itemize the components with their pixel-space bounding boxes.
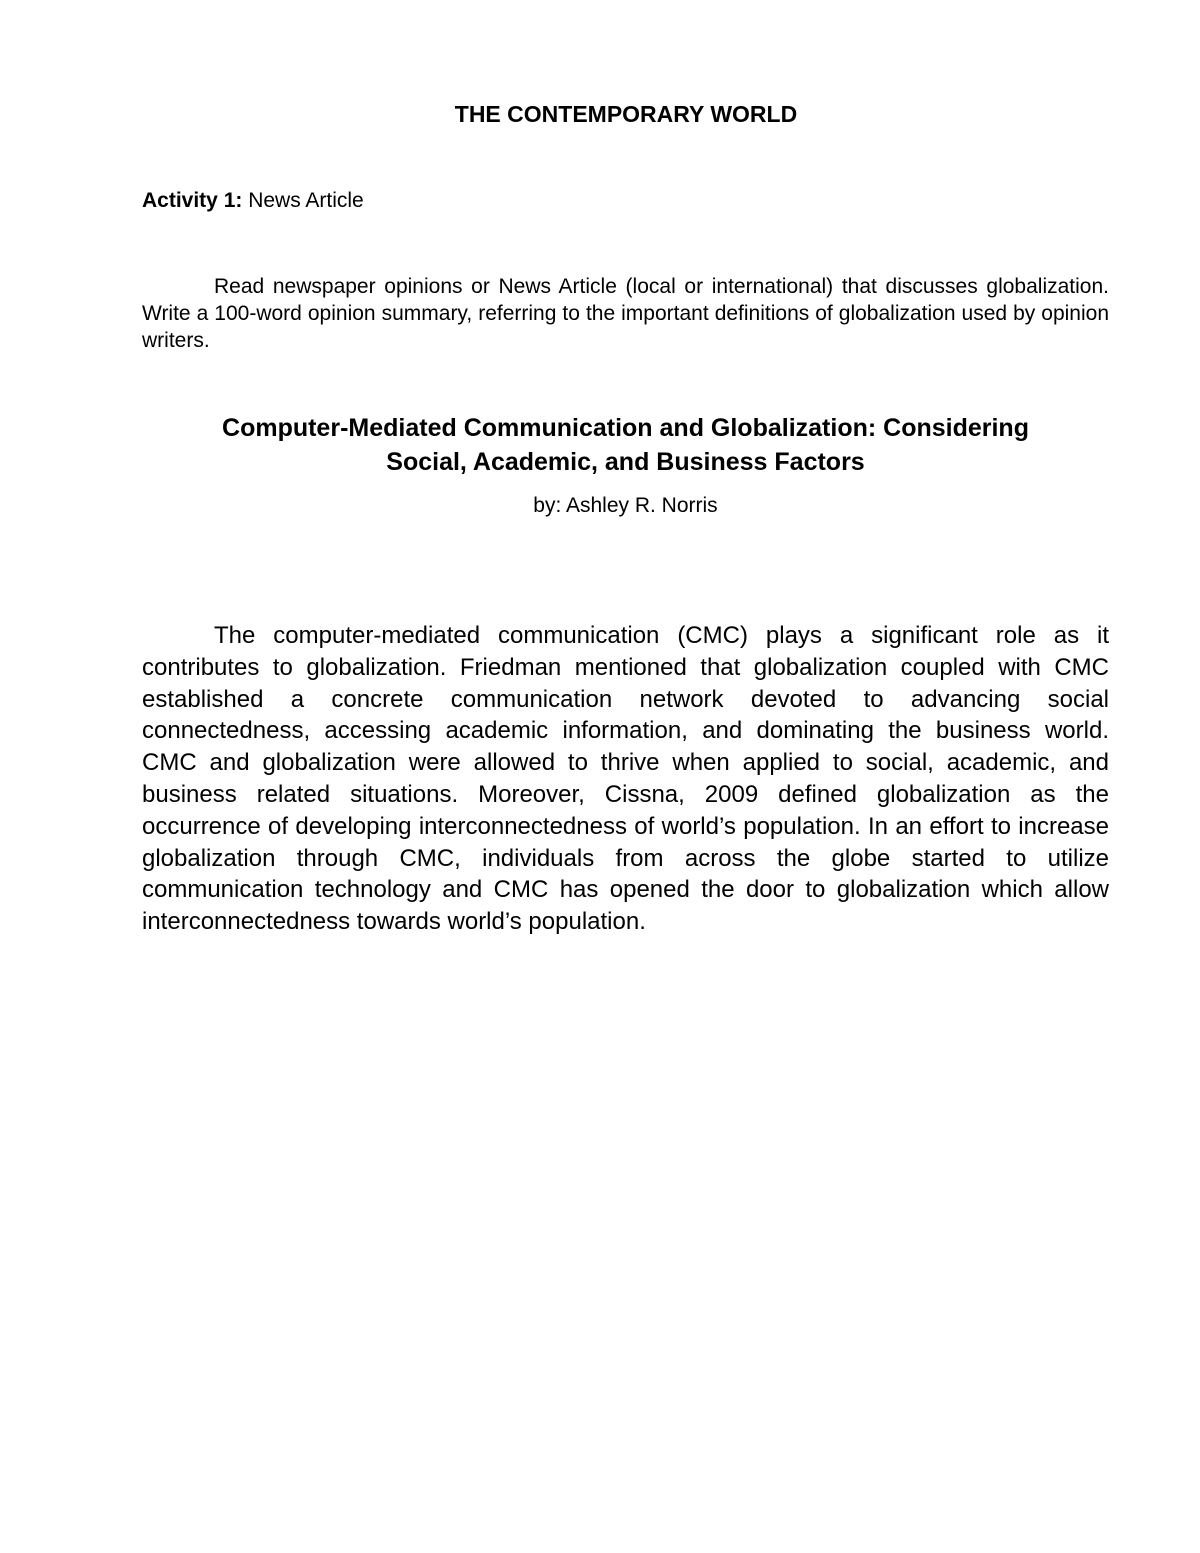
article-title-line2: Social, Academic, and Business Factors [386,448,865,476]
article-title-line1: Computer-Mediated Communication and Globalization: Considering [222,414,1029,442]
article-title [142,411,1109,479]
article-byline: by: Ashley R. Norris [533,494,718,517]
course-title: THE CONTEMPORARY WORLD [454,101,798,127]
activity-label: Activity 1: [142,189,243,212]
article-body: The computer-mediated communication (CMC) plays a significant role as it contributes to globalization. Friedman mentioned that globalization coupled with CMC established a concrete communication network devoted to advancing social connectedness, accessing academic information, and dominating the business world. CMC and globalization were allowed to thrive when applied to social, academic, and business related situations. Moreover, Cissna, 2009 defined globalization as the occurrence of developing interconnectedness of world’s population. In an effort to increase globalization through CMC, individuals from across the globe started to utilize communication technology and CMC has opened the door to globalization which allow interconnectedness towards world’s population. [142,622,1109,936]
activity-line [142,186,364,216]
instructions-paragraph: Read newspaper opinions or News Article (local or international) that discusses globalization. Write a 100-word opinion summary, referring to the important definitions of globalization used by opinion writers. [142,275,1109,352]
activity-value: News Article [242,189,364,212]
